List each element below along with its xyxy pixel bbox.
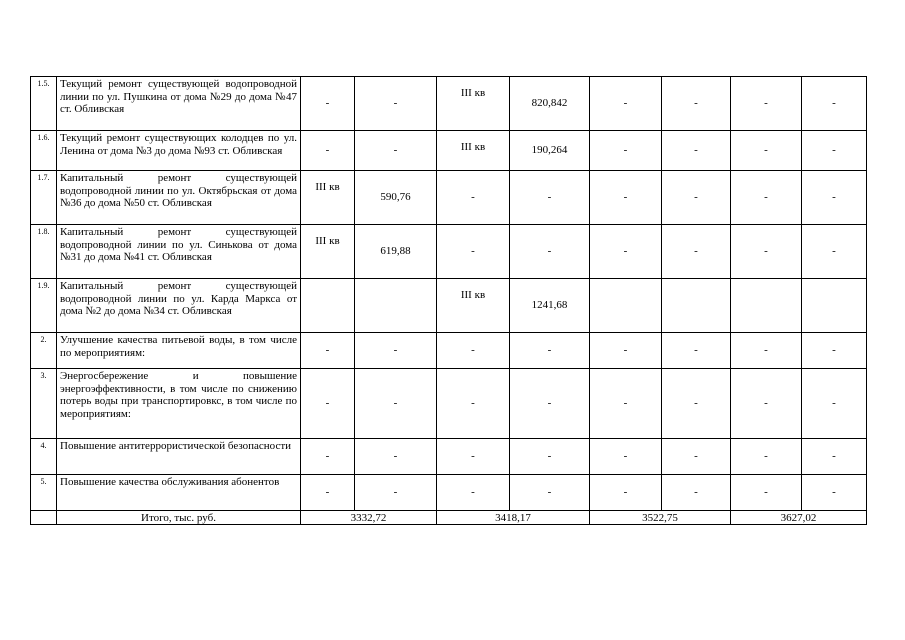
measure-description-cell: Текущий ремонт существующей водопроводной линии по ул. Пушкина от дома №29 до дома №47 ст. Обливская: [57, 77, 301, 131]
amount-cell: -: [731, 171, 802, 225]
amount-cell: -: [301, 333, 355, 369]
table-row: [31, 171, 867, 225]
measure-description-cell: Повышение качества обслуживания абонентов: [57, 475, 301, 511]
amount-cell: -: [437, 225, 510, 279]
total-year-value-cell: 3332,72: [301, 511, 437, 525]
table-row: [31, 77, 867, 131]
amount-cell: -: [802, 369, 867, 439]
quarter-cell: III кв: [437, 279, 510, 333]
amount-cell: -: [802, 131, 867, 171]
row-number-cell: 3.: [31, 369, 57, 439]
total-number-cell: [31, 511, 57, 525]
row-number-cell: 1.9.: [31, 279, 57, 333]
row-number-cell: 1.8.: [31, 225, 57, 279]
amount-cell: -: [510, 439, 590, 475]
amount-cell: -: [802, 225, 867, 279]
amount-cell: -: [731, 77, 802, 131]
measure-description-cell: Повышение антитеррористической безопасности: [57, 439, 301, 475]
quarter-cell: III кв: [301, 171, 355, 225]
total-year-value-cell: 3522,75: [590, 511, 731, 525]
amount-cell: 1241,68: [510, 279, 590, 333]
amount-cell: -: [590, 77, 662, 131]
amount-cell: -: [437, 369, 510, 439]
row-number-cell: 1.7.: [31, 171, 57, 225]
table-row: [31, 333, 867, 369]
amount-cell: -: [301, 131, 355, 171]
total-year-value-cell: 3418,17: [437, 511, 590, 525]
amount-cell: 190,264: [510, 131, 590, 171]
table-row: [31, 369, 867, 439]
amount-cell: -: [301, 475, 355, 511]
amount-cell: -: [510, 475, 590, 511]
total-row: [31, 511, 867, 525]
amount-cell: -: [662, 131, 731, 171]
amount-cell: -: [731, 333, 802, 369]
quarter-cell: III кв: [437, 77, 510, 131]
amount-cell: -: [590, 171, 662, 225]
quarter-cell: III кв: [301, 225, 355, 279]
amount-cell: -: [437, 333, 510, 369]
amount-cell: -: [662, 225, 731, 279]
water-works-plan-table: [30, 76, 867, 525]
amount-cell: [590, 279, 662, 333]
amount-cell: -: [802, 439, 867, 475]
table-row: [31, 225, 867, 279]
amount-cell: -: [510, 171, 590, 225]
amount-cell: -: [802, 77, 867, 131]
amount-cell: -: [731, 475, 802, 511]
amount-cell: -: [662, 333, 731, 369]
amount-cell: -: [731, 225, 802, 279]
row-number-cell: 1.5.: [31, 77, 57, 131]
amount-cell: -: [662, 439, 731, 475]
amount-cell: [662, 279, 731, 333]
amount-cell: -: [590, 131, 662, 171]
amount-cell: -: [510, 333, 590, 369]
amount-cell: -: [355, 369, 437, 439]
amount-cell: -: [301, 369, 355, 439]
amount-cell: -: [802, 171, 867, 225]
amount-cell: -: [590, 369, 662, 439]
amount-cell: -: [510, 369, 590, 439]
total-year-value-cell: 3627,02: [731, 511, 867, 525]
amount-cell: [731, 279, 802, 333]
table-row: [31, 131, 867, 171]
quarter-cell: III кв: [437, 131, 510, 171]
amount-cell: -: [590, 225, 662, 279]
amount-cell: -: [731, 369, 802, 439]
measure-description-cell: Капитальный ремонт существующей водопроводной линии по ул. Октябрьская от дома №36 до дома №50 ст. Обливская: [57, 171, 301, 225]
amount-cell: -: [662, 171, 731, 225]
measure-description-cell: Улучшение качества питьевой воды, в том числе по мероприятиям:: [57, 333, 301, 369]
amount-cell: -: [355, 439, 437, 475]
row-number-cell: 1.6.: [31, 131, 57, 171]
amount-cell: -: [510, 225, 590, 279]
amount-cell: -: [301, 77, 355, 131]
amount-cell: [301, 279, 355, 333]
amount-cell: -: [355, 333, 437, 369]
amount-cell: -: [662, 475, 731, 511]
measure-description-cell: Текущий ремонт существующих колодцев по ул. Ленина от дома №3 до дома №93 ст. Обливская: [57, 131, 301, 171]
total-label-cell: Итого, тыс. руб.: [57, 511, 301, 525]
amount-cell: -: [301, 439, 355, 475]
amount-cell: -: [590, 475, 662, 511]
amount-cell: -: [437, 475, 510, 511]
amount-cell: -: [355, 131, 437, 171]
row-number-cell: 2.: [31, 333, 57, 369]
amount-cell: -: [802, 475, 867, 511]
amount-cell: -: [662, 77, 731, 131]
amount-cell: -: [662, 369, 731, 439]
measure-description-cell: Энергосбережение и повышение энергоэффективности, в том числе по снижению потерь воды при транспортировкс, в том числе по мероприятиям:: [57, 369, 301, 439]
table-row: [31, 439, 867, 475]
measure-description-cell: Капитальный ремонт существующей водопроводной линии по ул. Карда Маркса от дома №2 до дома №34 ст. Обливская: [57, 279, 301, 333]
amount-cell: -: [355, 475, 437, 511]
amount-cell: 619,88: [355, 225, 437, 279]
amount-cell: -: [590, 333, 662, 369]
amount-cell: -: [355, 77, 437, 131]
amount-cell: -: [437, 439, 510, 475]
row-number-cell: 5.: [31, 475, 57, 511]
amount-cell: -: [590, 439, 662, 475]
table-row: [31, 475, 867, 511]
amount-cell: 820,842: [510, 77, 590, 131]
measure-description-cell: Капитальный ремонт существующей водопроводной линии по ул. Синькова от дома №31 до дома №41 ст. Обливская: [57, 225, 301, 279]
amount-cell: -: [802, 333, 867, 369]
amount-cell: -: [437, 171, 510, 225]
document-page: [30, 76, 866, 525]
amount-cell: [802, 279, 867, 333]
row-number-cell: 4.: [31, 439, 57, 475]
table-row: [31, 279, 867, 333]
amount-cell: -: [731, 439, 802, 475]
amount-cell: 590,76: [355, 171, 437, 225]
amount-cell: -: [731, 131, 802, 171]
amount-cell: [355, 279, 437, 333]
